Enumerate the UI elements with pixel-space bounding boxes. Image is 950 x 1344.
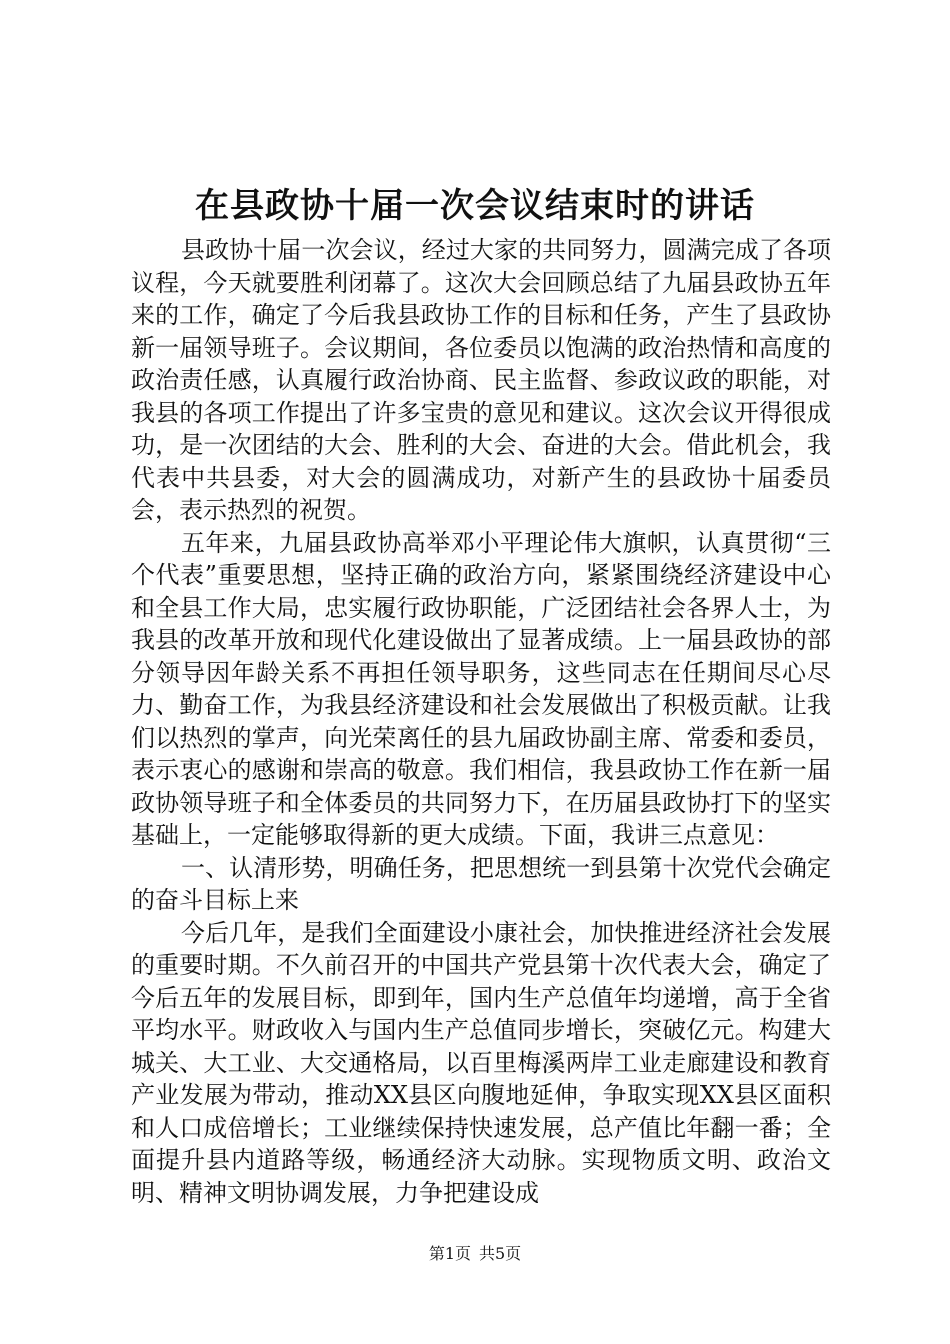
paragraph-opening: 县政协十届一次会议，经过大家的共同努力，圆满完成了各项议程，今天就要胜利闭幕了。这次大会回顾总结了九届县政协五年来的工作，确定了今后我县政协工作的目标和任务，产生了县政协新一届领导班子。会议期间，各位委员以饱满的政治热情和高度的政治责任感，认真履行政治协商、民主监督、参政议政的职能，对我县的各项工作提出了许多宝贵的意见和建议。这次会议开得很成功，是一次团结的大会、胜利的大会、奋进的大会。借此机会，我代表中共县委，对大会的圆满成功，对新产生的县政协十届委员会，表示热烈的祝贺。	[131, 236, 831, 524]
page-total: 共5页	[479, 1244, 522, 1263]
section-heading-1: 一、认清形势，明确任务，把思想统一到县第十次党代会确定的奋斗目标上来	[131, 853, 831, 914]
page-footer	[0, 1243, 950, 1265]
document-title: 在县政协十届一次会议结束时的讲话	[195, 186, 755, 226]
paragraph-review: 五年来，九届县政协高举邓小平理论伟大旗帜，认真贯彻“三个代表”重要思想，坚持正确的政治方向，紧紧围绕经济建设中心和全县工作大局，忠实履行政协职能，广泛团结社会各界人士，为我县的改革开放和现代化建设做出了显著成绩。上一届县政协的部分领导因年龄关系不再担任领导职务，这些同志在任期间尽心尽力、勤奋工作，为我县经济建设和社会发展做出了积极贡献。让我们以热烈的掌声，向光荣离任的县九届政协副主席、常委和委员，表示衷心的感谢和崇高的敬意。我们相信，我县政协工作在新一届政协领导班子和全体委员的共同努力下，在历届县政协打下的坚实基础上，一定能够取得新的更大成绩。下面，我讲三点意见：	[131, 528, 831, 849]
document-body	[131, 234, 831, 1209]
page-number: 第1页	[428, 1244, 471, 1263]
paragraph-goals: 今后几年，是我们全面建设小康社会，加快推进经济社会发展的重要时期。不久前召开的中国共产党县第十次代表大会，确定了今后五年的发展目标，即到年，国内生产总值年均递增，高于全省平均水平。财政收入与国内生产总值同步增长，突破亿元。构建大城关、大工业、大交通格局，以百里梅溪两岸工业走廊建设和教育产业发展为带动，推动XX县区向腹地延伸，争取实现XX县区面积和人口成倍增长；工业继续保持快速发展，总产值比年翻一番；全面提升县内道路等级，畅通经济大动脉。实现物质文明、政治文明、精神文明协调发展，力争把建设成	[131, 918, 831, 1207]
